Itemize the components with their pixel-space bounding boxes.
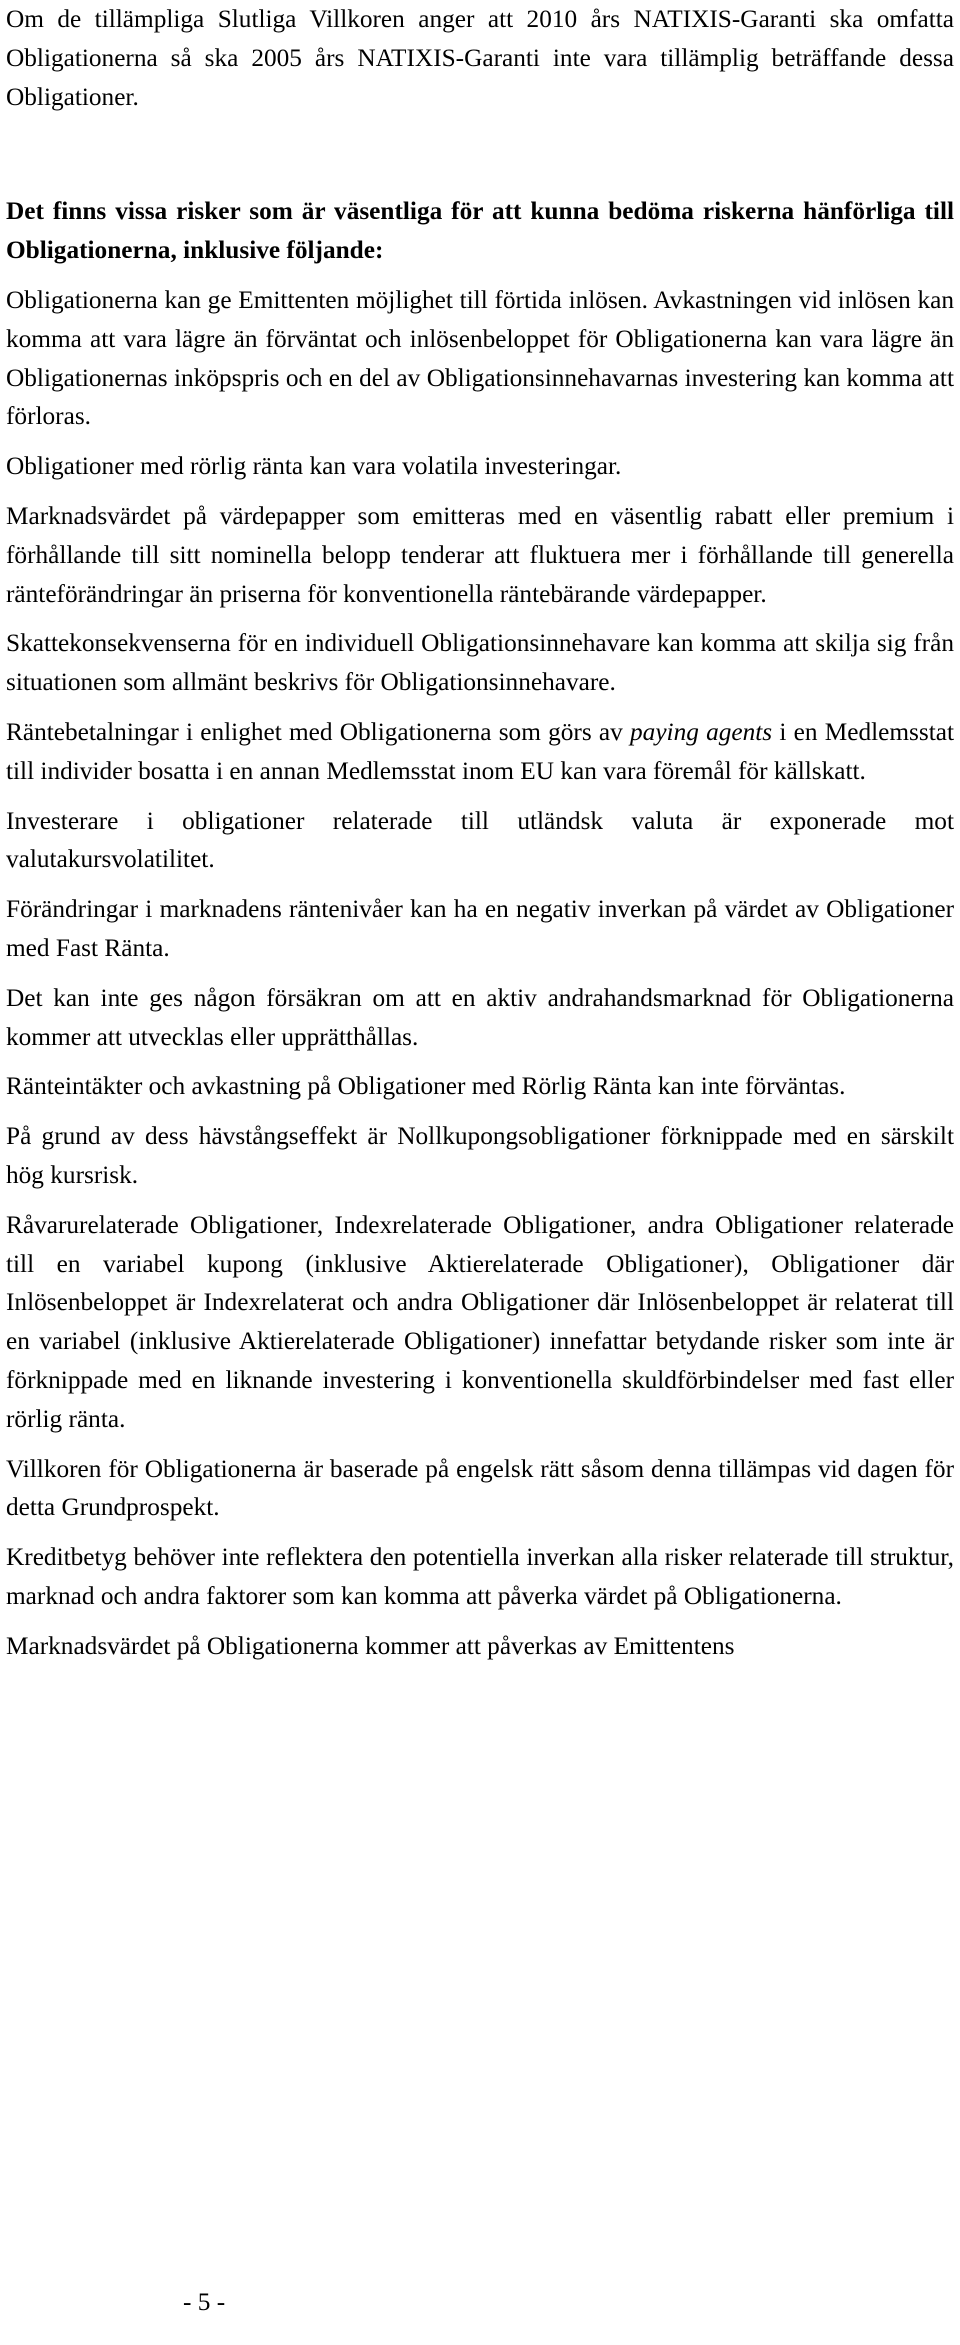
paragraph-interest-levels: Förändringar i marknadens räntenivåer kan ha en negativ inverkan på värdet av Obligationer med Fast Ränta. bbox=[6, 895, 954, 962]
paragraph-tax-consequences: Skattekonsekvenserna för en individuell Obligationsinnehavare kan komma att skilja sig från situationen som allmänt beskrivs för Obligationsinnehavare. bbox=[6, 629, 954, 697]
paragraph-paying-agents bbox=[6, 713, 954, 791]
paragraph-early-redemption: Obligationerna kan ge Emittenten möjlighet till förtida inlösen. Avkastningen vid inlösen kan komma att vara lägre än förväntat och inlösenbeloppet för Obligationerna kan vara lägre än Obligationernas inköpspris och en del av Obligationsinnehavarnas investering kan komma att förloras. bbox=[6, 285, 954, 431]
paragraph-secondary-market: Det kan inte ges någon försäkran om att en aktiv andrahandsmarknad för Obligationerna kommer att utvecklas eller upprätthållas. bbox=[6, 983, 954, 1051]
paragraph-market-value: Marknadsvärdet på Obligationerna kommer att påverkas av Emittentens bbox=[6, 1631, 735, 1660]
paragraph-credit-ratings: Kreditbetyg behöver inte reflektera den potentiella inverkan alla risker relaterade till struktur, marknad och andra faktorer som kan komma att påverka värdet på Obligationerna. bbox=[6, 1543, 954, 1610]
risk-heading: Det finns vissa risker som är väsentliga för att kunna bedöma riskerna hänförliga till Obligationerna, inklusive följande: bbox=[6, 197, 954, 265]
paying-agents-before: Räntebetalningar i enlighet med Obligationerna som görs av bbox=[6, 717, 631, 746]
paragraph-discount-premium: Marknadsvärdet på värdepapper som emitteras med en väsentlig rabatt eller premium i förhållande till sitt nominella belopp tenderar att fluktuera mer i förhållande till generella ränteförändringar än priserna för konventionella räntebärande värdepapper. bbox=[6, 501, 954, 608]
paragraph-floating-income: Ränteintäkter och avkastning på Obligationer med Rörlig Ränta kan inte förväntas. bbox=[6, 1072, 846, 1101]
paying-agents-after: i en Medlemsstat till individer bosatta i en annan Medlemsstat inom EU kan vara föremål för källskatt. bbox=[6, 717, 954, 785]
paragraph-currency: Investerare i obligationer relaterade till utländsk valuta är exponerade mot valutakursvolatilitet. bbox=[6, 806, 954, 874]
paragraph-zero-coupon: På grund av dess hävstångseffekt är Nollkupongsobligationer förknippade med en särskilt hög kursrisk. bbox=[6, 1122, 954, 1189]
intro-paragraph: Om de tillämpliga Slutliga Villkoren anger att 2010 års NATIXIS-Garanti ska omfatta Obligationerna så ska 2005 års NATIXIS-Garanti inte vara tillämplig beträffande dessa Obligationer. bbox=[6, 5, 954, 111]
page-number: - 5 - bbox=[183, 2288, 226, 2316]
paragraph-commodity-linked: Råvarurelaterade Obligationer, Indexrelaterade Obligationer, andra Obligationer relaterade till en variabel kupong (inklusive Aktierelaterade Obligationer), Obligationer där Inlösenbeloppet är Indexrelaterat och andra Obligationer där Inlösenbeloppet är relaterat till en variabel (inklusive Aktierelaterade Obligationer) innefattar betydande risker som inte är förknippade med en liknande investering i konventionella skuldförbindelser med fast eller rörlig ränta. bbox=[6, 1210, 954, 1433]
paying-agents-italic: paying agents bbox=[630, 717, 773, 746]
paragraph-english-law: Villkoren för Obligationerna är baserade på engelsk rätt såsom denna tillämpas vid dagen för detta Grundprospekt. bbox=[6, 1454, 954, 1522]
paragraph-floating-rate: Obligationer med rörlig ränta kan vara volatila investeringar. bbox=[6, 452, 622, 481]
